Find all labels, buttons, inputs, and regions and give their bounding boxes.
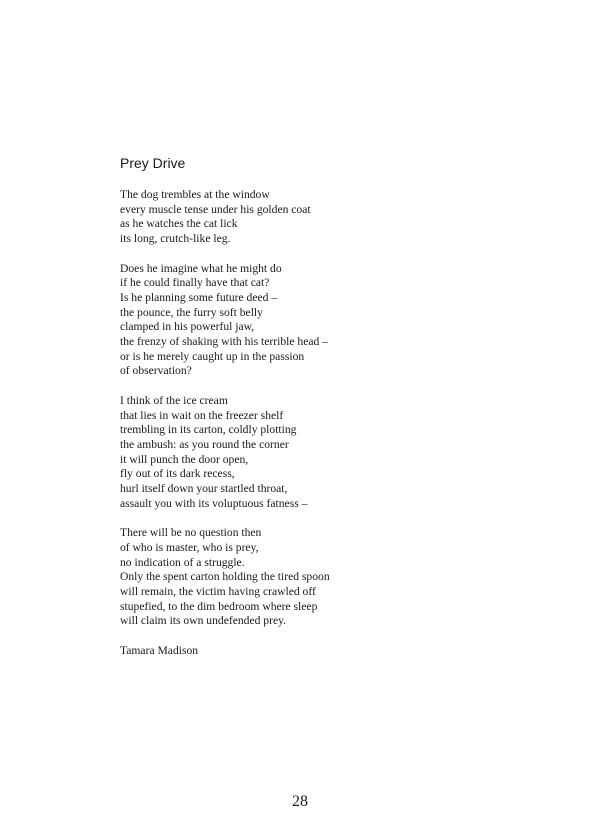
poem-line: There will be no question then	[120, 526, 262, 540]
stanza-1	[120, 188, 540, 247]
poem-line: Is he planning some future deed –	[120, 290, 278, 304]
poem-line: as he watches the cat lick	[120, 217, 238, 231]
poem-line: it will punch the door open,	[120, 452, 249, 466]
poem-line: will claim its own undefended prey.	[120, 614, 287, 628]
poem-line: its long, crutch-like leg.	[120, 232, 231, 246]
poem-line: the frenzy of shaking with his terrible head –	[120, 335, 328, 349]
poem-line: trembling in its carton, coldly plotting	[120, 423, 297, 437]
poem-line: every muscle tense under his golden coat	[120, 202, 311, 216]
stanza-2	[120, 262, 540, 380]
poem-line: the ambush: as you round the corner	[120, 437, 289, 451]
stanza-3	[120, 394, 540, 512]
poem-line: if he could finally have that cat?	[120, 276, 270, 290]
poem-line: clamped in his powerful jaw,	[120, 320, 255, 334]
poem-line: the pounce, the furry soft belly	[120, 305, 263, 319]
poem-line: of observation?	[120, 364, 192, 378]
poem-line: assault you with its voluptuous fatness –	[120, 496, 308, 510]
poem-title: Prey Drive	[120, 155, 186, 171]
poem-line: will remain, the victim having crawled off	[120, 584, 316, 598]
stanza-4	[120, 526, 540, 629]
poem-line: hurl itself down your startled throat,	[120, 482, 288, 496]
poem-line: I think of the ice cream	[120, 393, 228, 407]
poem-author: Tamara Madison	[120, 643, 199, 657]
poem-line: fly out of its dark recess,	[120, 467, 235, 481]
poem-line: no indication of a struggle.	[120, 555, 245, 569]
poem-line: of who is master, who is prey,	[120, 540, 259, 554]
poem-line: that lies in wait on the freezer shelf	[120, 408, 284, 422]
poem-line: or is he merely caught up in the passion	[120, 349, 305, 363]
poem-body	[120, 188, 540, 658]
poem-line: The dog trembles at the window	[120, 188, 270, 201]
poem-line: stupefied, to the dim bedroom where sleep	[120, 599, 318, 613]
poem-line: Does he imagine what he might do	[120, 261, 282, 275]
page-number: 28	[292, 793, 308, 810]
poem-line: Only the spent carton holding the tired spoon	[120, 570, 330, 584]
